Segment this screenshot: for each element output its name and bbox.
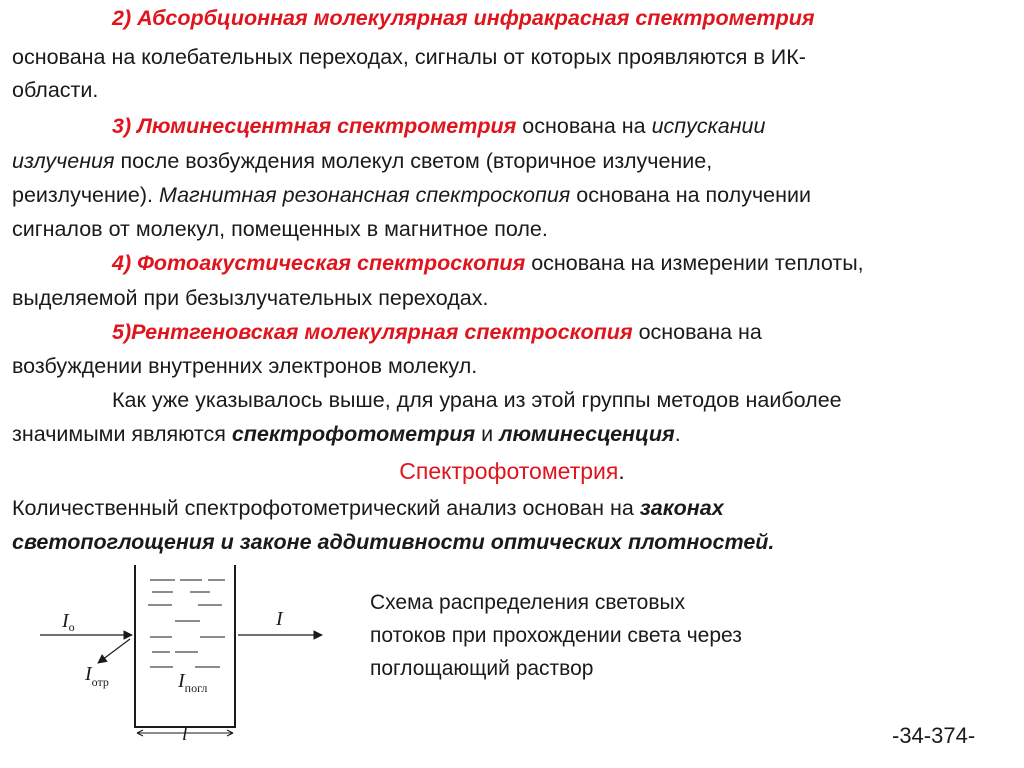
label-path-length: l xyxy=(182,723,188,740)
paragraph-analysis-line-2: светопоглощения и законе аддитивности оптических плотностей. xyxy=(12,530,775,554)
cuvette-outline xyxy=(135,565,235,727)
paragraph-summary-line-2: значимыми являются спектрофотометрия и люминесценция. xyxy=(12,422,681,446)
diagram-caption-line-3: поглощающий раствор xyxy=(370,657,594,680)
label-reflected: $I_{отр}$ xyxy=(85,663,109,689)
solution-lines xyxy=(148,580,225,667)
paragraph-item-5-line-1: 5)Рентгеновская молекулярная спектроскопия основана на xyxy=(112,320,762,344)
item-5-heading: 5)Рентгеновская молекулярная спектроскопия xyxy=(112,320,633,344)
diagram-caption-line-2: потоков при прохождении света через xyxy=(370,624,742,647)
reflected-light-arrow xyxy=(98,639,130,663)
spectrophotometry-term: спектрофотометрия xyxy=(231,422,476,446)
paragraph-analysis-line-1: Количественный спектрофотометрический анализ основан на законах xyxy=(12,496,724,520)
magnetic-resonance-term: Магнитная резонансная спектроскопия xyxy=(158,183,571,207)
light-flux-diagram xyxy=(40,555,340,740)
paragraph-item-4-line-1: 4) Фотоакустическая спектроскопия основана на измерении теплоты, xyxy=(112,251,864,275)
label-absorbed: $I_{погл}$ xyxy=(178,670,208,695)
diagram-caption-line-1: Схема распределения световых xyxy=(370,591,686,614)
paragraph-item-3-line-1: 3) Люминесцентная спектрометрия основана на испускании xyxy=(112,114,766,138)
item-3-heading: 3) Люминесцентная спектрометрия xyxy=(112,114,517,138)
page-number: -34-374- xyxy=(892,723,976,748)
paragraph-item-4-line-2: выделяемой при безызлучательных переходах. xyxy=(12,286,489,310)
paragraph-item-5-line-2: возбуждении внутренних электронов молекул. xyxy=(12,354,478,378)
label-transmitted: I xyxy=(276,608,283,630)
item-4-heading: 4) Фотоакустическая спектроскопия xyxy=(112,251,526,275)
paragraph-item-2-line-1 xyxy=(12,2,1012,34)
paragraph-summary-line-1: Как уже указывалось выше, для урана из этой группы методов наиболее xyxy=(112,388,842,412)
paragraph-item-3-line-3: реизлучение). Магнитная резонансная спектроскопия основана на получении xyxy=(12,183,811,207)
luminescence-term: люминесценция xyxy=(499,422,675,446)
paragraph-item-2-line-2: основана на колебательных переходах, сигналы от которых проявляются в ИК- xyxy=(12,45,806,69)
label-incident: $I_o$ xyxy=(62,610,75,634)
section-title: Спектрофотометрия. xyxy=(399,458,625,484)
paragraph-item-3-line-2: излучения после возбуждения молекул светом (вторичное излучение, xyxy=(12,149,713,173)
paragraph-item-2-line-3: области. xyxy=(12,78,99,102)
item-2-heading: 2) Абсорбционная молекулярная инфракрасная спектрометрия xyxy=(112,6,815,30)
paragraph-item-3-line-4: сигналов от молекул, помещенных в магнитное поле. xyxy=(12,217,548,241)
